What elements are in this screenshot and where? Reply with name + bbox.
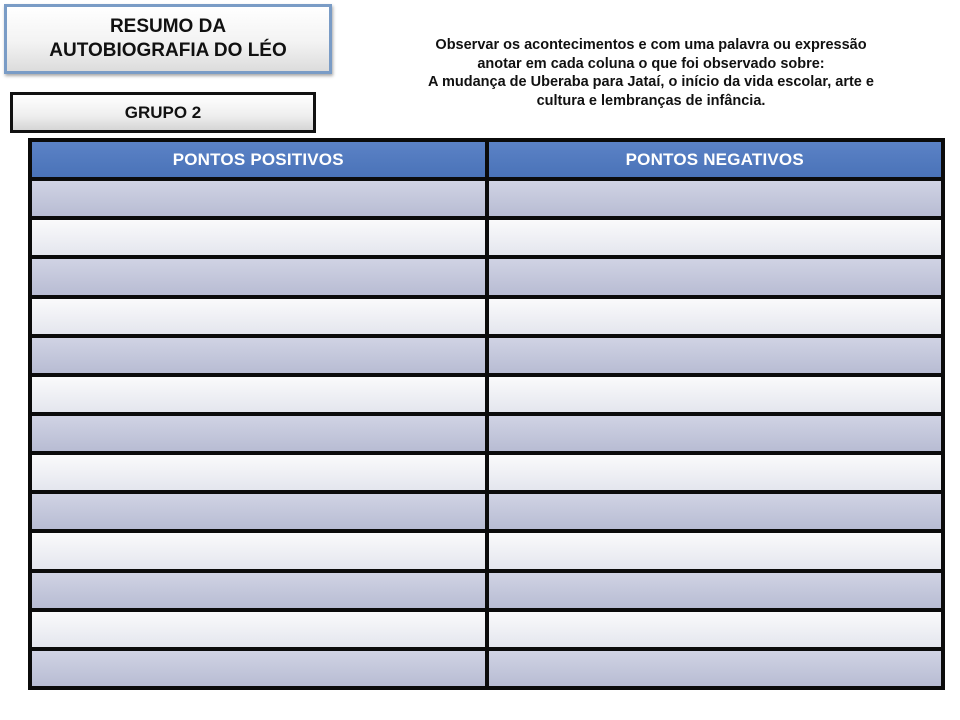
header-negative: PONTOS NEGATIVOS xyxy=(489,142,942,177)
answer-cell-negative[interactable] xyxy=(489,259,942,294)
answer-cell-positive[interactable] xyxy=(32,573,485,608)
answer-cell-negative[interactable] xyxy=(489,220,942,255)
answer-cell-positive[interactable] xyxy=(32,494,485,529)
answer-cell-negative[interactable] xyxy=(489,377,942,412)
observation-table xyxy=(28,138,945,690)
answer-cell-positive[interactable] xyxy=(32,377,485,412)
title-line-2: AUTOBIOGRAFIA DO LÉO xyxy=(49,40,287,61)
answer-cell-positive[interactable] xyxy=(32,651,485,686)
answer-cell-positive[interactable] xyxy=(32,259,485,294)
answer-cell-positive[interactable] xyxy=(32,181,485,216)
answer-cell-positive[interactable] xyxy=(32,299,485,334)
answer-cell-negative[interactable] xyxy=(489,416,942,451)
instructions xyxy=(356,36,946,110)
answer-cell-negative[interactable] xyxy=(489,533,942,568)
header-positive: PONTOS POSITIVOS xyxy=(32,142,485,177)
title-box xyxy=(4,4,332,74)
title-line-1: RESUMO DA xyxy=(109,16,227,37)
group-label: GRUPO 2 xyxy=(10,92,316,133)
answer-cell-negative[interactable] xyxy=(489,612,942,647)
instructions-line-3: A mudança de Uberaba para Jataí, o início da vida escolar, arte e xyxy=(428,74,874,90)
answer-cell-positive[interactable] xyxy=(32,533,485,568)
answer-cell-negative[interactable] xyxy=(489,338,942,373)
answer-cell-negative[interactable] xyxy=(489,455,942,490)
answer-cell-positive[interactable] xyxy=(32,612,485,647)
instructions-line-4: cultura e lembranças de infância. xyxy=(536,92,766,109)
instructions-line-2: anotar em cada coluna o que foi observado sobre: xyxy=(477,55,825,72)
answer-cell-positive[interactable] xyxy=(32,416,485,451)
answer-cell-positive[interactable] xyxy=(32,220,485,255)
answer-cell-negative[interactable] xyxy=(489,299,942,334)
answer-cell-negative[interactable] xyxy=(489,181,942,216)
instructions-line-1: Observar os acontecimentos e com uma palavra ou expressão xyxy=(435,37,867,53)
answer-cell-positive[interactable] xyxy=(32,455,485,490)
answer-cell-negative[interactable] xyxy=(489,573,942,608)
answer-cell-positive[interactable] xyxy=(32,338,485,373)
answer-cell-negative[interactable] xyxy=(489,494,942,529)
answer-cell-negative[interactable] xyxy=(489,651,942,686)
